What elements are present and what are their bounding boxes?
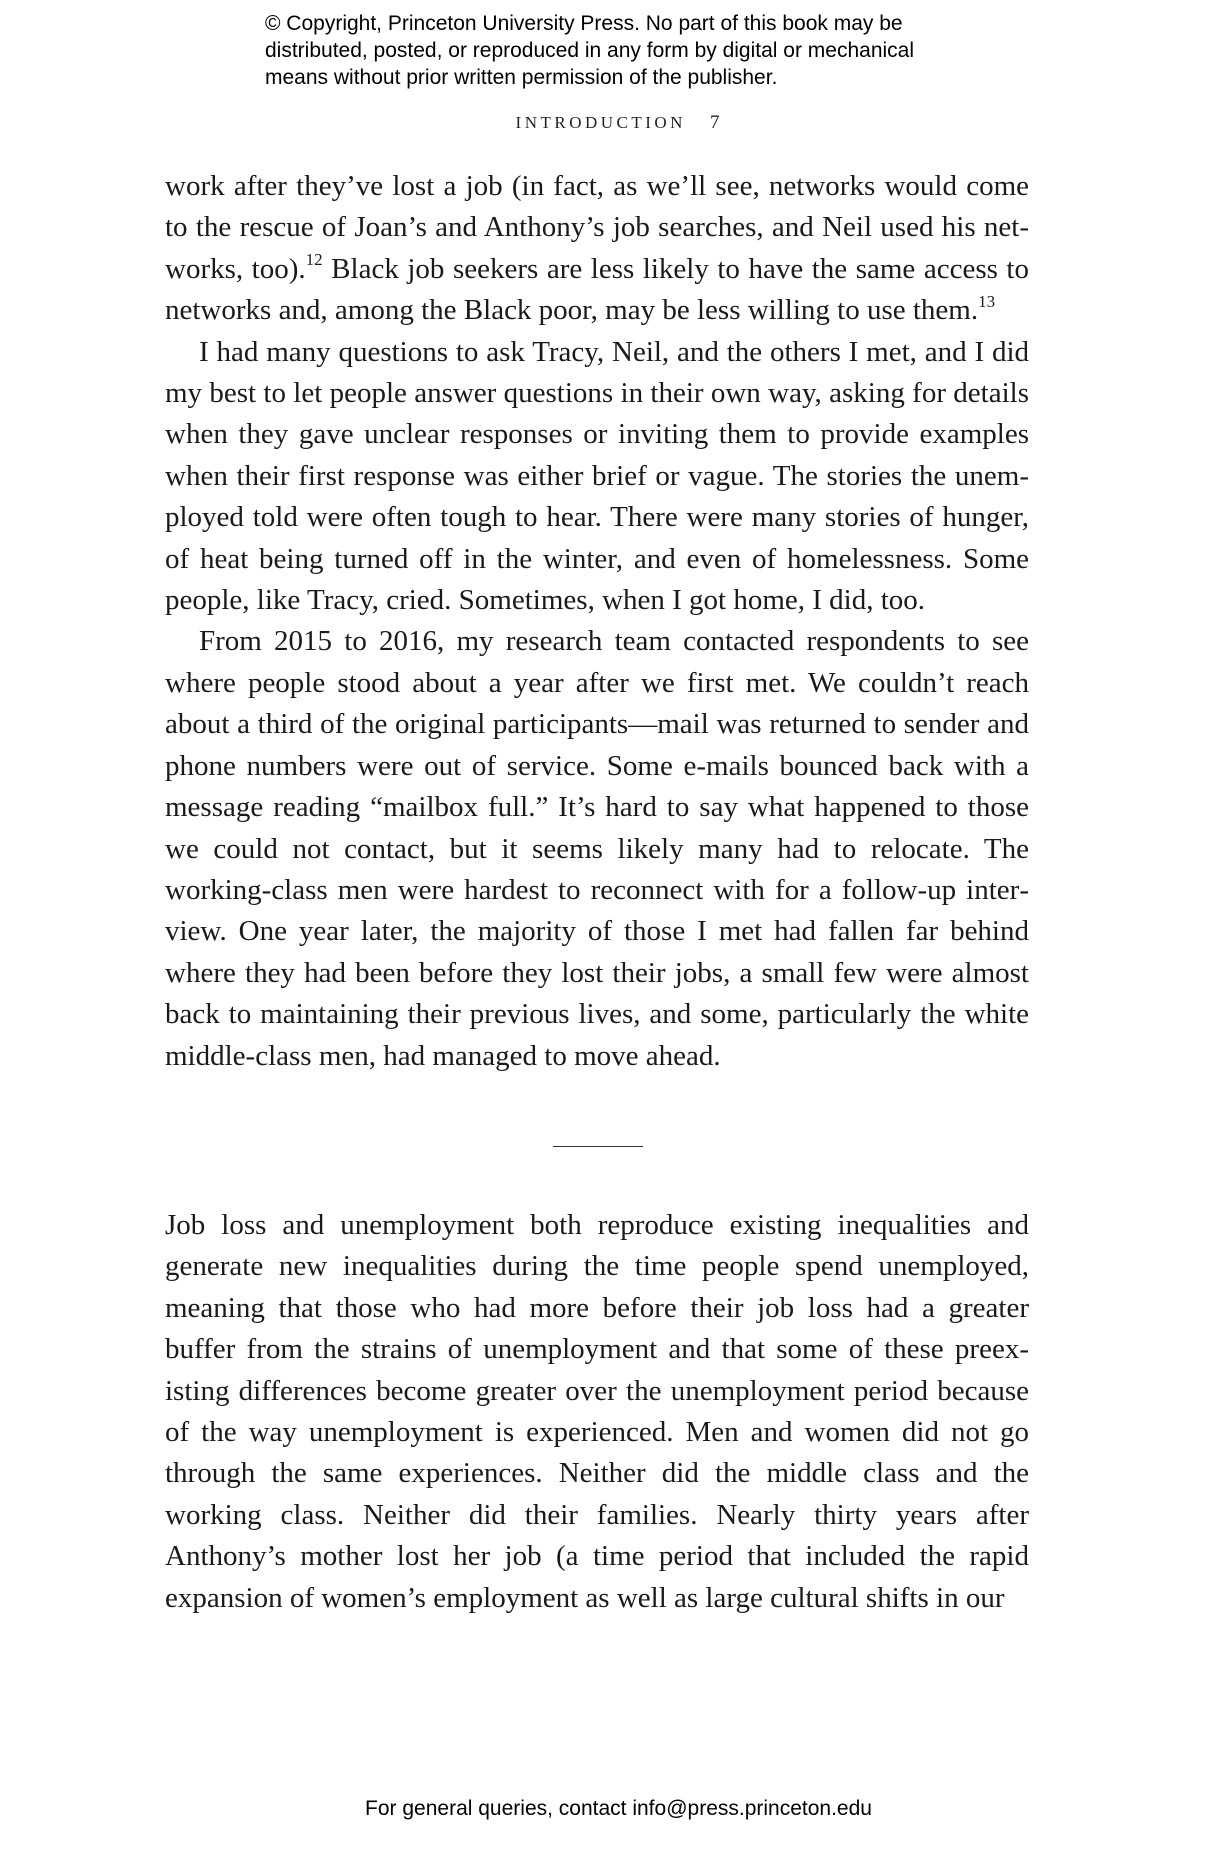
page-number: 7 [709, 112, 720, 133]
footer-contact: For general queries, contact info@press.princeton.edu [365, 1797, 872, 1820]
footnote-ref-12[interactable]: 12 [305, 250, 323, 270]
paragraph-1-text-a: work after they’ve lost a job (in fact, as we’ll see, networks would come to the rescue of Joan’s and Anthony’s job searches, and Neil used his networks, too). [165, 170, 1029, 285]
paragraph-3: From 2015 to 2016, my research team contacted respondents to see where people stood about a year after we first met. We couldn’t reach about a third of the original participants—mail was returned to sender and phone numbers were out of service. Some e-mails bounced back with a message reading “mailbox full.” It’s hard to say what happened to those we could not contact, but it seems likely many had to relocate. The working-class men were hardest to reconnect with for a follow-up interview. One year later, the majority of those I met had fallen far behind where they had been before they lost their jobs, a small few were almost back to maintaining their previous lives, and some, particularly the white middle-class men, had managed to move ahead. [165, 625, 1029, 1072]
body-text [165, 166, 1029, 1077]
copyright-line-1: © Copyright, Princeton University Press. No part of this book may be [265, 12, 903, 35]
paragraph-1 [165, 166, 1029, 332]
chapter-title: INTRODUCTION [515, 113, 686, 132]
running-head [0, 112, 1225, 134]
paragraph-2: I had many questions to ask Tracy, Neil, and the others I met, and I did my best to let people answer questions in their own way, asking for details when they gave unclear responses or inviting them to provide examples when their first response was either brief or vague. The stories the unemployed told were often tough to hear. There were many stories of hunger, of heat being turned off in the winter, and even of homelessness. Some people, like Tracy, cried. Sometimes, when I got home, I did, too. [165, 335, 1029, 617]
paragraph-4: Job loss and unemployment both reproduce existing inequalities and generate new inequalities during the time people spend unemployed, meaning that those who had more before their job loss had a greater buffer from the strains of unemployment and that some of these preexisting differences become greater over the unemployment period because of the way unemployment is experienced. Men and women did not go through the same experiences. Neither did the middle class and the working class. Neither did their families. Nearly thirty years after Anthony’s mother lost her job (a time period that included the rapid expansion of women’s employment as well as large cultural shifts in our [165, 1209, 1029, 1614]
paragraph-1-text-b: Black job seekers are less likely to have the same access to networks and, among the Black poor, may be less willing to use them. [165, 252, 1029, 327]
section-break-rule [553, 1146, 643, 1147]
section-2-text [165, 1205, 1029, 1619]
copyright-notice [265, 10, 1025, 91]
copyright-line-2: distributed, posted, or reproduced in any form by digital or mechanical [265, 39, 915, 62]
copyright-line-3: means without prior written permission of the publisher. [265, 66, 778, 89]
footnote-ref-13[interactable]: 13 [978, 291, 996, 311]
